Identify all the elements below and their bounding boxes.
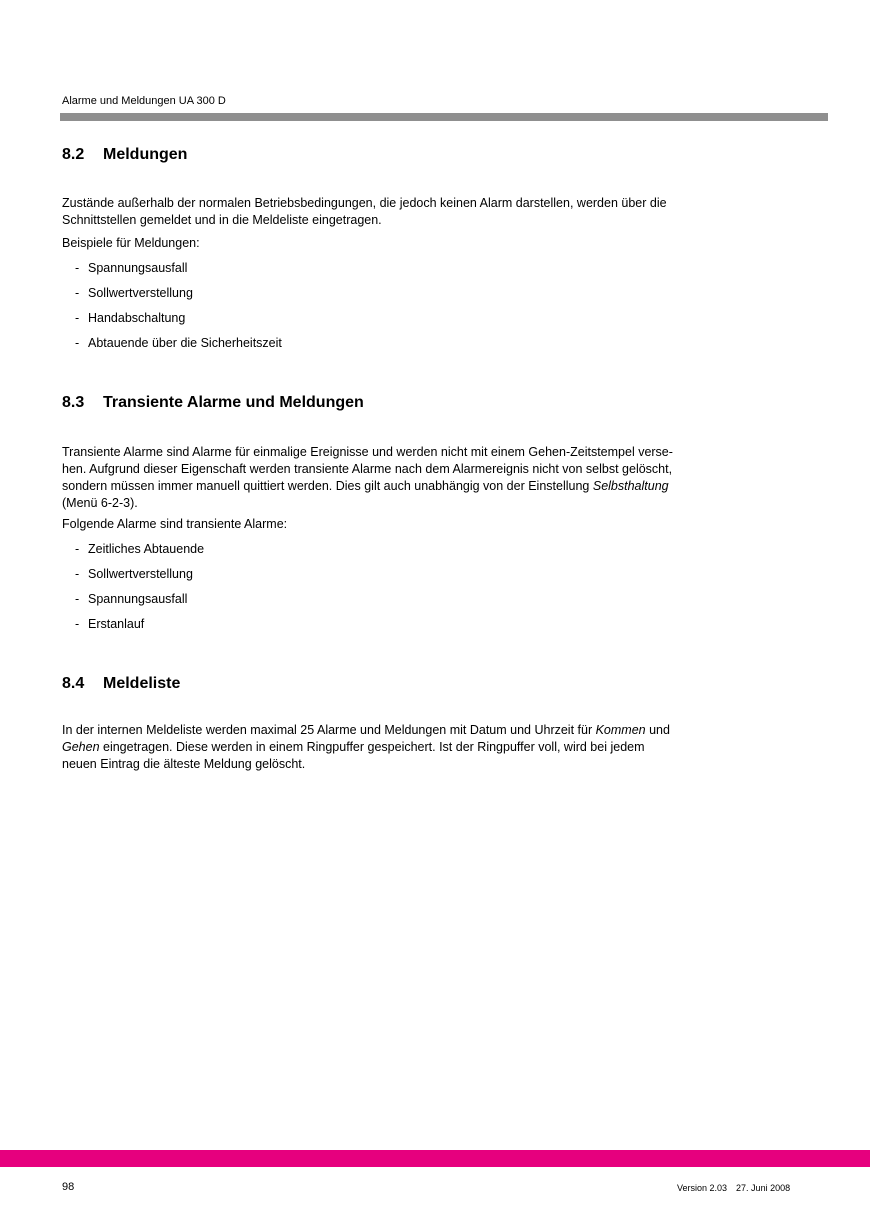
dash-marker: - bbox=[75, 336, 80, 350]
version-label: Version 2.03 bbox=[677, 1183, 728, 1193]
section-83-title: Transiente Alarme und Meldungen bbox=[103, 394, 364, 411]
section-82-list-intro: Beispiele für Meldungen: bbox=[62, 236, 200, 250]
section-84-paragraph bbox=[62, 722, 670, 773]
footer-version bbox=[677, 1183, 790, 1194]
section-84-title: Meldeliste bbox=[103, 675, 181, 692]
list-item bbox=[75, 335, 282, 352]
list-item bbox=[75, 591, 204, 608]
list-item-label: Zeitliches Abtauende bbox=[88, 542, 205, 556]
list-item bbox=[75, 616, 204, 633]
paragraph-line: Transiente Alarme sind Alarme für einmalige Ereignisse und werden nicht mit einem Gehen-Zeitstempel verse- bbox=[62, 445, 673, 459]
section-84-number: 8.4 bbox=[62, 675, 85, 692]
paragraph-text-run: sondern müssen immer manuell quittiert werden. Dies gilt auch unabhängig von der Einstellung bbox=[62, 479, 593, 493]
list-item-label: Erstanlauf bbox=[88, 617, 145, 631]
section-84-heading bbox=[62, 675, 180, 692]
dash-marker: - bbox=[75, 617, 80, 631]
section-82-title: Meldungen bbox=[103, 146, 188, 163]
dash-marker: - bbox=[75, 567, 80, 581]
dash-marker: - bbox=[75, 286, 80, 300]
dash-marker: - bbox=[75, 261, 80, 275]
section-83-number: 8.3 bbox=[62, 394, 85, 411]
list-item bbox=[75, 541, 204, 558]
list-item bbox=[75, 310, 282, 327]
italic-term: Selbsthaltung bbox=[592, 479, 669, 493]
list-item-label: Spannungsausfall bbox=[88, 261, 188, 275]
dash-marker: - bbox=[75, 311, 80, 325]
paragraph-text-run: und bbox=[645, 723, 670, 737]
header-rule-bar bbox=[60, 113, 828, 121]
paragraph-line bbox=[62, 739, 670, 756]
list-item bbox=[75, 260, 282, 277]
list-item bbox=[75, 285, 282, 302]
paragraph-line: Zustände außerhalb der normalen Betriebsbedingungen, die jedoch keinen Alarm darstellen, werden über die bbox=[62, 196, 667, 210]
list-item bbox=[75, 566, 204, 583]
paragraph-line bbox=[62, 478, 673, 495]
section-83-list bbox=[75, 541, 204, 641]
list-item-label: Abtauende über die Sicherheitszeit bbox=[88, 336, 282, 350]
list-item-label: Handabschaltung bbox=[88, 311, 186, 325]
page-number: 98 bbox=[62, 1181, 75, 1193]
section-82-paragraph bbox=[62, 195, 667, 229]
paragraph-line: hen. Aufgrund dieser Eigenschaft werden transiente Alarme nach dem Alarmereignis nicht von selbst gelöscht, bbox=[62, 462, 673, 476]
section-83-heading bbox=[62, 394, 364, 411]
section-82-list bbox=[75, 260, 282, 360]
footer-accent-bar bbox=[0, 1150, 870, 1167]
paragraph-text-run: eingetragen. Diese werden in einem Ringpuffer gespeichert. Ist der Ringpuffer voll, wird bei jedem bbox=[99, 740, 645, 754]
dash-marker: - bbox=[75, 542, 80, 556]
paragraph-line: neuen Eintrag die älteste Meldung gelöscht. bbox=[62, 757, 306, 771]
list-item-label: Spannungsausfall bbox=[88, 592, 188, 606]
paragraph-line: (Menü 6-2-3). bbox=[62, 496, 138, 510]
section-82-number: 8.2 bbox=[62, 146, 85, 163]
italic-term: Gehen bbox=[62, 740, 100, 754]
section-83-list-intro: Folgende Alarme sind transiente Alarme: bbox=[62, 517, 288, 531]
paragraph-text-run: In der internen Meldeliste werden maximal 25 Alarme und Meldungen mit Datum und Uhrzeit für bbox=[62, 723, 596, 737]
section-83-paragraph bbox=[62, 444, 673, 512]
italic-term: Kommen bbox=[595, 723, 646, 737]
dash-marker: - bbox=[75, 592, 80, 606]
section-82-heading bbox=[62, 146, 187, 163]
paragraph-line bbox=[62, 722, 670, 739]
running-header: Alarme und Meldungen UA 300 D bbox=[62, 95, 226, 107]
list-item-label: Sollwertverstellung bbox=[88, 567, 193, 581]
list-item-label: Sollwertverstellung bbox=[88, 286, 193, 300]
version-date: 27. Juni 2008 bbox=[736, 1183, 791, 1193]
paragraph-line: Schnittstellen gemeldet und in die Meldeliste eingetragen. bbox=[62, 213, 382, 227]
